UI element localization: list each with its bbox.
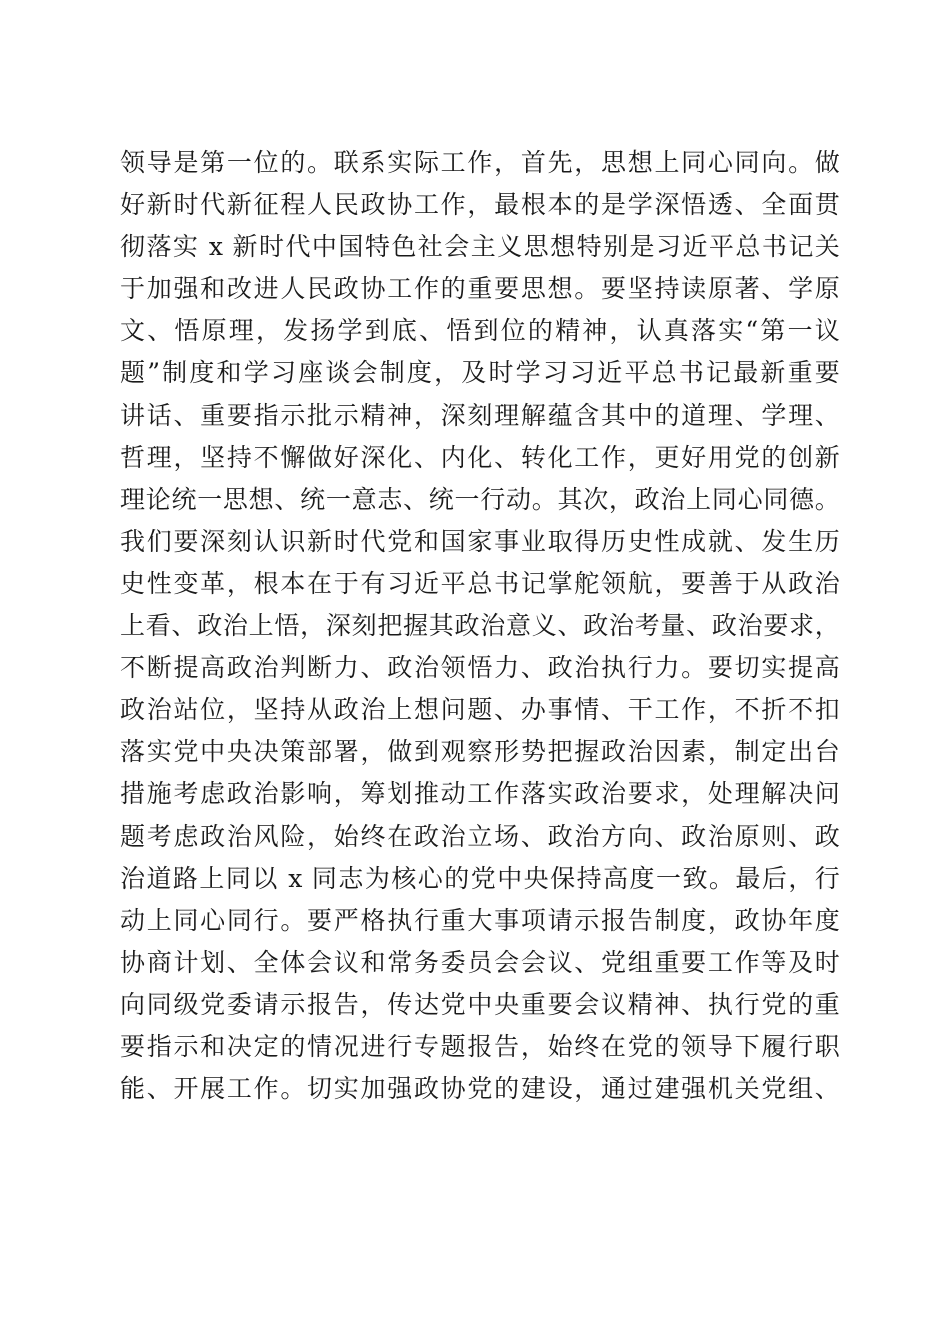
text-line: 好新时代新征程人民政协工作，最根本的是学深悟透、全面贯 <box>120 190 840 220</box>
text-line: 落实党中央决策部署，做到观察形势把握政治因素，制定出台 <box>120 737 840 767</box>
text-line: 于加强和改进人民政协工作的重要思想。要坚持读原著、学原 <box>120 274 840 304</box>
text-line: 不断提高政治判断力、政治领悟力、政治执行力。要切实提高 <box>120 653 840 683</box>
text-line: 要指示和决定的情况进行专题报告，始终在党的领导下履行职 <box>120 1031 840 1061</box>
text-line: 题考虑政治风险，始终在政治立场、政治方向、政治原则、政 <box>120 821 840 851</box>
text-line: 彻落实 x 新时代中国特色社会主义思想特别是习近平总书记关 <box>120 232 840 262</box>
text-line: 哲理，坚持不懈做好深化、内化、转化工作，更好用党的创新 <box>120 442 840 472</box>
text-line: 史性变革，根本在于有习近平总书记掌舵领航，要善于从政治 <box>120 568 840 598</box>
text-line: 措施考虑政治影响，筹划推动工作落实政治要求，处理解决问 <box>120 779 840 809</box>
text-line: 理论统一思想、统一意志、统一行动。其次，政治上同心同德。 <box>120 484 840 514</box>
text-line: 政治站位，坚持从政治上想问题、办事情、干工作，不折不扣 <box>120 695 840 725</box>
text-line: 题”制度和学习座谈会制度，及时学习习近平总书记最新重要 <box>120 358 840 388</box>
text-line: 讲话、重要指示批示精神，深刻理解蕴含其中的道理、学理、 <box>120 400 840 430</box>
text-line: 文、悟原理，发扬学到底、悟到位的精神，认真落实“第一议 <box>120 316 840 346</box>
text-line: 协商计划、全体会议和常务委员会会议、党组重要工作等及时 <box>120 947 840 977</box>
text-line: 我们要深刻认识新时代党和国家事业取得历史性成就、发生历 <box>120 526 840 556</box>
body-paragraph <box>120 142 840 1110</box>
text-line: 领导是第一位的。联系实际工作，首先，思想上同心同向。做 <box>120 148 840 177</box>
text-line: 能、开展工作。切实加强政协党的建设，通过建强机关党组、 <box>120 1074 840 1104</box>
text-line: 治道路上同以 x 同志为核心的党中央保持高度一致。最后，行 <box>120 863 840 893</box>
text-line: 向同级党委请示报告，传达党中央重要会议精神、执行党的重 <box>120 989 840 1019</box>
text-line: 上看、政治上悟，深刻把握其政治意义、政治考量、政治要求， <box>120 611 840 641</box>
text-line: 动上同心同行。要严格执行重大事项请示报告制度，政协年度 <box>120 905 840 935</box>
